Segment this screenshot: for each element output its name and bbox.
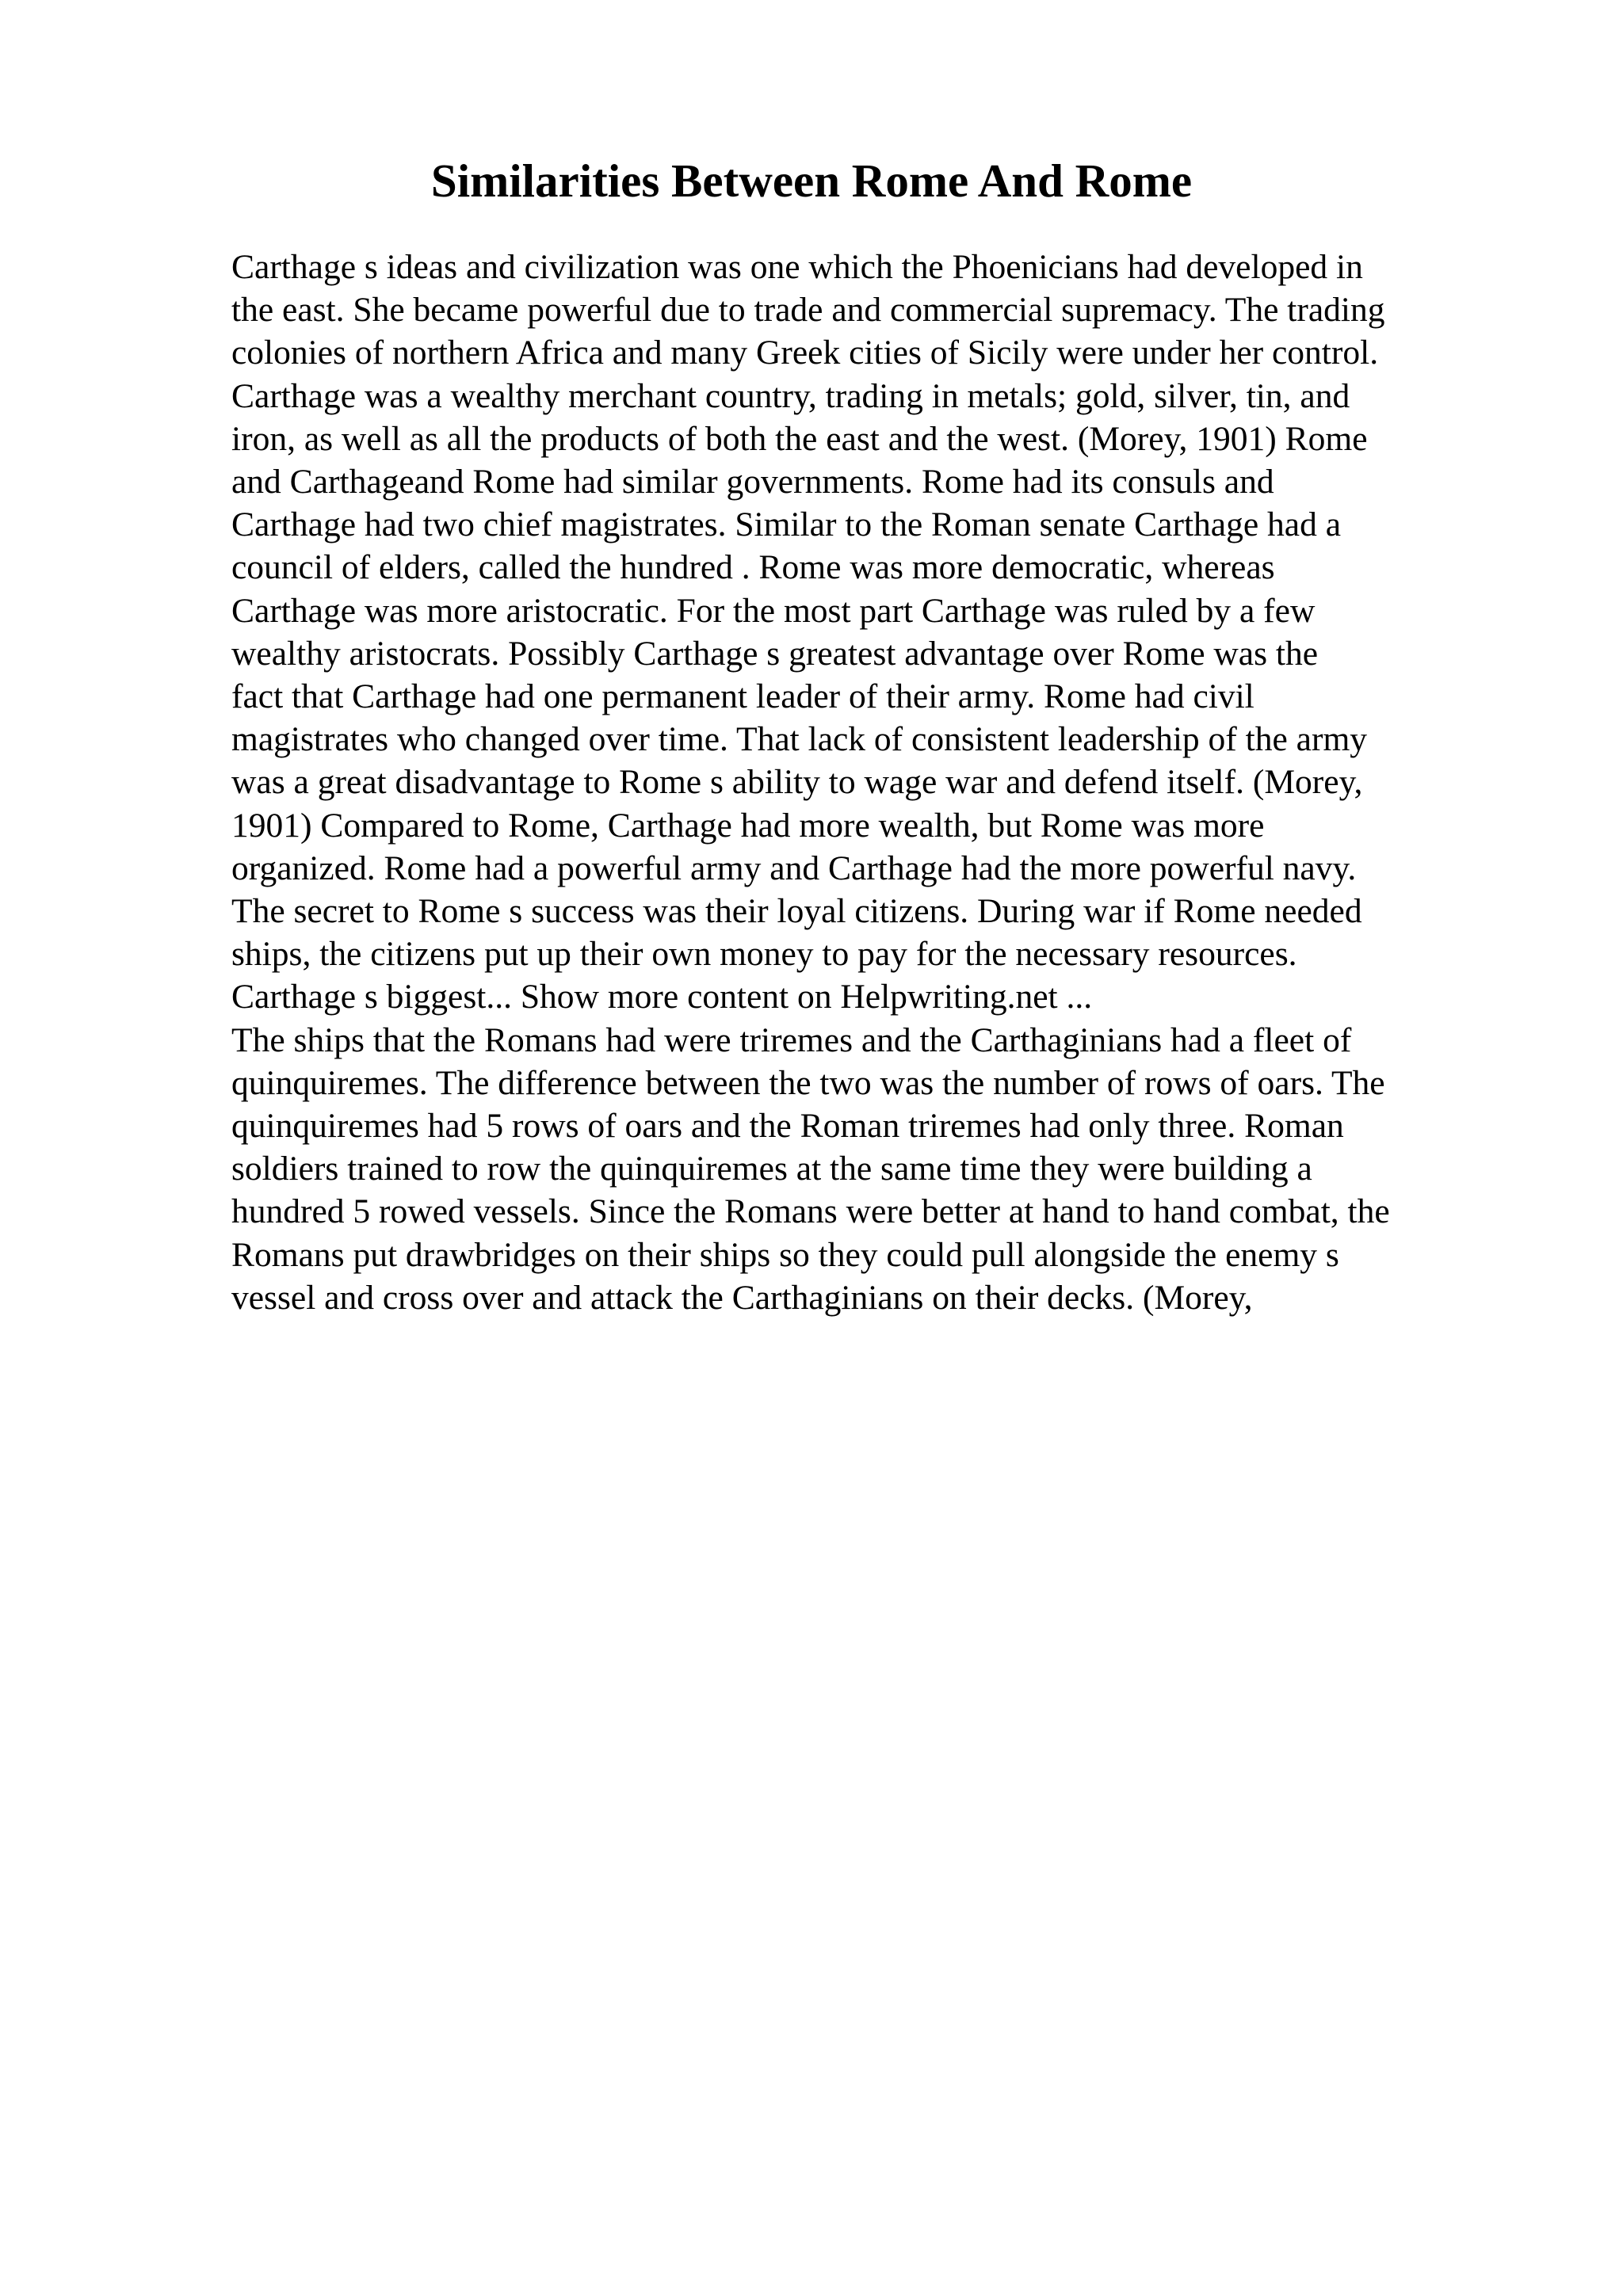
- text-line: Carthage s ideas and civilization was one which the Phoenicians had developed in: [231, 248, 1363, 286]
- text-line: Romans put drawbridges on their ships so they could pull alongside the enemy s: [231, 1235, 1339, 1274]
- text-line: council of elders, called the hundred . Rome was more democratic, whereas: [231, 548, 1275, 587]
- document-body: [231, 246, 1515, 1319]
- document-title: Similarities Between Rome And Rome: [430, 154, 1193, 207]
- text-line: the east. She became powerful due to trade and commercial supremacy. The trading: [231, 291, 1385, 330]
- text-line: quinquiremes had 5 rows of oars and the Roman triremes had only three. Roman: [231, 1107, 1344, 1146]
- text-line: and Carthageand Rome had similar governments. Rome had its consuls and: [231, 463, 1274, 502]
- text-line: quinquiremes. The difference between the two was the number of rows of oars. The: [231, 1063, 1385, 1102]
- text-line: ships, the citizens put up their own money to pay for the necessary resources.: [231, 935, 1297, 974]
- text-line: Carthage s biggest... Show more content on Helpwriting.net ...: [231, 978, 1093, 1016]
- text-line: was a great disadvantage to Rome s ability to wage war and defend itself. (Morey,: [231, 763, 1363, 802]
- text-line: soldiers trained to row the quinquiremes at the same time they were building a: [231, 1150, 1312, 1188]
- text-line: hundred 5 rowed vessels. Since the Romans were better at hand to hand combat, the: [231, 1192, 1390, 1231]
- text-line: Carthage was more aristocratic. For the most part Carthage was ruled by a few: [231, 591, 1316, 630]
- text-line: The ships that the Romans had were triremes and the Carthaginians had a fleet of: [231, 1020, 1352, 1059]
- text-line: The secret to Rome s success was their loyal citizens. During war if Rome needed: [231, 892, 1362, 931]
- text-line: iron, as well as all the products of both the east and the west. (Morey, 1901) Rome: [231, 419, 1368, 458]
- text-line: fact that Carthage had one permanent leader of their army. Rome had civil: [231, 677, 1254, 716]
- text-line: colonies of northern Africa and many Greek cities of Sicily were under her control.: [231, 334, 1379, 372]
- text-line: organized. Rome had a powerful army and Carthage had the more powerful navy.: [231, 849, 1357, 887]
- text-line: wealthy aristocrats. Possibly Carthage s greatest advantage over Rome was the: [231, 634, 1319, 673]
- text-line: Carthage was a wealthy merchant country, trading in metals; gold, silver, tin, and: [231, 376, 1350, 415]
- text-line: Carthage had two chief magistrates. Similar to the Roman senate Carthage had a: [231, 505, 1342, 544]
- text-line: 1901) Compared to Rome, Carthage had more wealth, but Rome was more: [231, 806, 1265, 845]
- text-line: magistrates who changed over time. That lack of consistent leadership of the army: [231, 720, 1368, 759]
- text-line: vessel and cross over and attack the Carthaginians on their decks. (Morey,: [231, 1278, 1253, 1317]
